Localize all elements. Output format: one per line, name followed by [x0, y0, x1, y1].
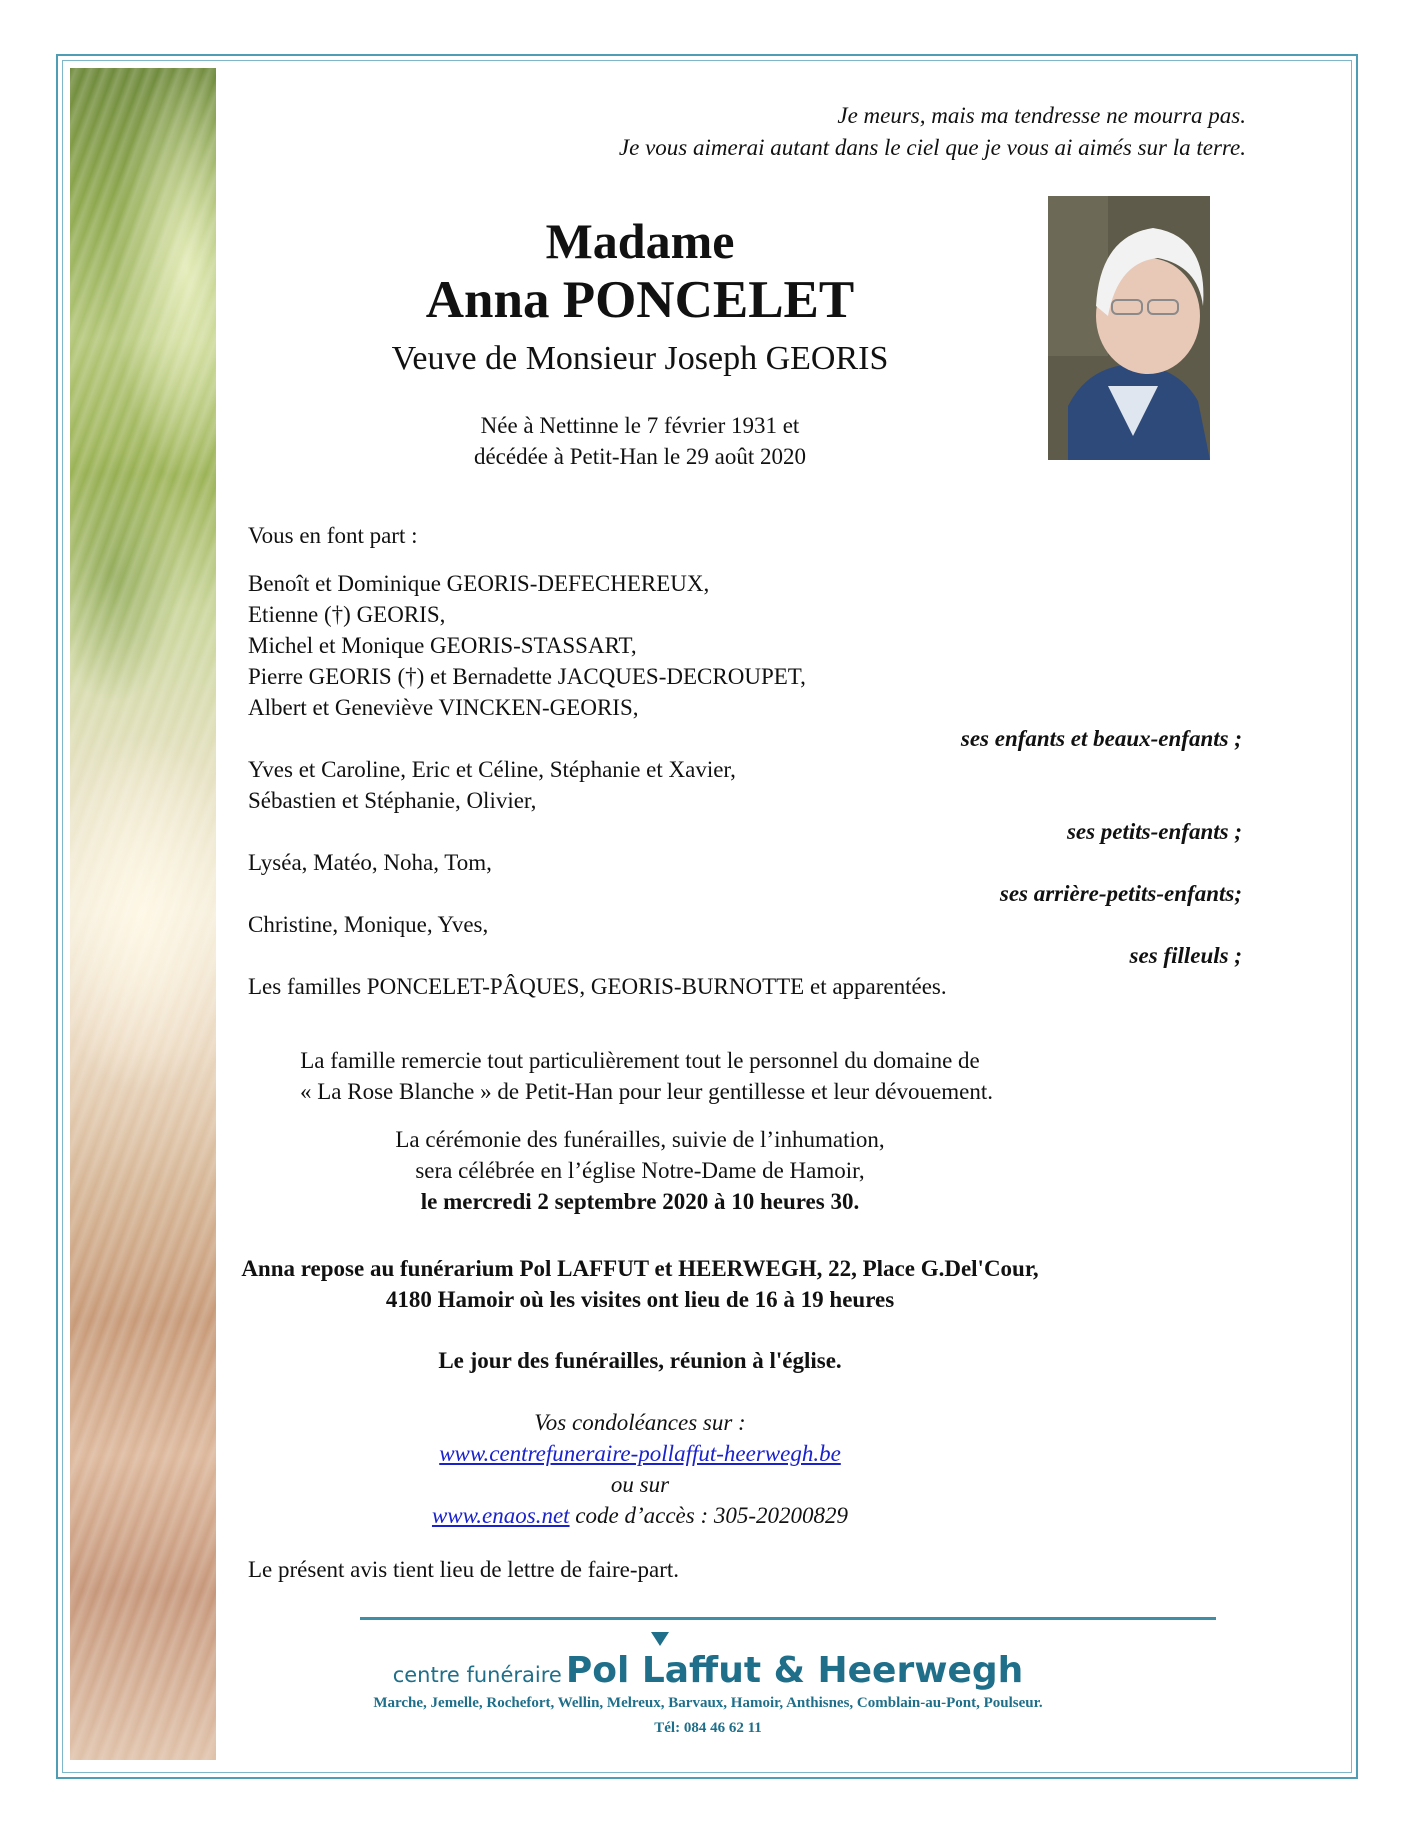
epitaph-quote	[619, 100, 1246, 164]
condolences	[300, 1407, 980, 1531]
list-item: Michel et Monique GEORIS-STASSART,	[248, 633, 637, 658]
ceremony-line-1: La cérémonie des funérailles, suivie de l’inhumation,	[395, 1127, 885, 1152]
list-item: Yves et Caroline, Eric et Céline, Stéphanie et Xavier,	[248, 757, 736, 782]
funeral-home-logo	[0, 1650, 1416, 1691]
visitation-line-2: 4180 Hamoir où les visites ont lieu de 16 à 19 heures	[385, 1287, 895, 1312]
great-grandchildren: Lyséa, Matéo, Noha, Tom,	[248, 850, 492, 875]
closing-note: Le présent avis tient lieu de lettre de faire-part.	[248, 1557, 680, 1582]
footer-divider	[360, 1617, 1216, 1620]
families: Les familles PONCELET-PÂQUES, GEORIS-BURNOTTE et apparentées.	[248, 974, 947, 999]
ceremony-line-2: sera célébrée en l’église Notre-Dame de Hamoir,	[415, 1158, 865, 1183]
footer-cities: Marche, Jemelle, Rochefort, Wellin, Melreux, Barvaux, Hamoir, Anthisnes, Comblain-au-Pont, Poulseur.	[373, 1695, 1043, 1711]
triangle-icon	[651, 1632, 669, 1646]
birth-line: Née à Nettinne le 7 février 1931 et	[480, 413, 800, 438]
condolences-or: ou sur	[610, 1472, 670, 1497]
godchildren-role: ses filleuls ;	[1129, 943, 1242, 968]
list-item: Pierre GEORIS (†) et Bernadette JACQUES-DECROUPET,	[248, 664, 806, 689]
condolences-link-funeral-home[interactable]: www.centrefuneraire-pollaffut-heerwegh.be	[439, 1441, 841, 1466]
thanks-line-2: « La Rose Blanche » de Petit-Han pour leur gentillesse et leur dévouement.	[300, 1079, 993, 1104]
deceased-name: Anna PONCELET	[425, 271, 855, 329]
widow-of: Veuve de Monsieur Joseph GEORIS	[391, 340, 889, 377]
godchildren: Christine, Monique, Yves,	[248, 912, 489, 937]
announce-intro: Vous en font part :	[248, 523, 418, 548]
footer-phone: Tél: 084 46 62 11	[654, 1720, 762, 1736]
great-grandchildren-role: ses arrière-petits-enfants;	[999, 881, 1242, 906]
forest-path-image	[70, 68, 216, 1760]
visitation-text	[240, 1253, 1040, 1315]
condolences-link-enaos[interactable]: www.enaos.net	[431, 1503, 570, 1528]
portrait-photo	[1048, 196, 1210, 460]
access-code: code d’accès : 305-20200829	[569, 1503, 849, 1528]
children-list	[248, 568, 1242, 1002]
children-role: ses enfants et beaux-enfants ;	[960, 726, 1242, 751]
brand-name: Pol Laffut & Heerwegh	[565, 1650, 1024, 1691]
list-item: Albert et Geneviève VINCKEN-GEORIS,	[248, 695, 639, 720]
list-item: Sébastien et Stéphanie, Olivier,	[248, 788, 537, 813]
list-item: Benoît et Dominique GEORIS-DEFECHEREUX,	[248, 571, 710, 596]
thanks-text	[300, 1045, 993, 1107]
condolences-intro: Vos condoléances sur :	[534, 1410, 746, 1435]
death-line: décédée à Petit-Han le 29 août 2020	[473, 444, 807, 469]
thanks-line-1: La famille remercie tout particulièrement tout le personnel du domaine de	[300, 1048, 980, 1073]
gathering-note: Le jour des funérailles, réunion à l'église.	[438, 1348, 842, 1373]
honorific: Madame	[545, 213, 735, 269]
quote-line-2: Je vous aimerai autant dans le ciel que je vous ai aimés sur la terre.	[618, 135, 1246, 160]
birth-death-dates	[300, 410, 980, 472]
list-item: Etienne (†) GEORIS,	[248, 602, 446, 627]
ceremony-text	[300, 1124, 980, 1217]
ceremony-date: le mercredi 2 septembre 2020 à 10 heures 30.	[420, 1189, 860, 1214]
quote-line-1: Je meurs, mais ma tendresse ne mourra pas.	[837, 103, 1246, 128]
visitation-line-1: Anna repose au funérarium Pol LAFFUT et HEERWEGH, 22, Place G.Del'Cour,	[241, 1256, 1039, 1281]
brand-prefix: centre funéraire	[392, 1663, 562, 1687]
grandchildren-role: ses petits-enfants ;	[1066, 819, 1242, 844]
